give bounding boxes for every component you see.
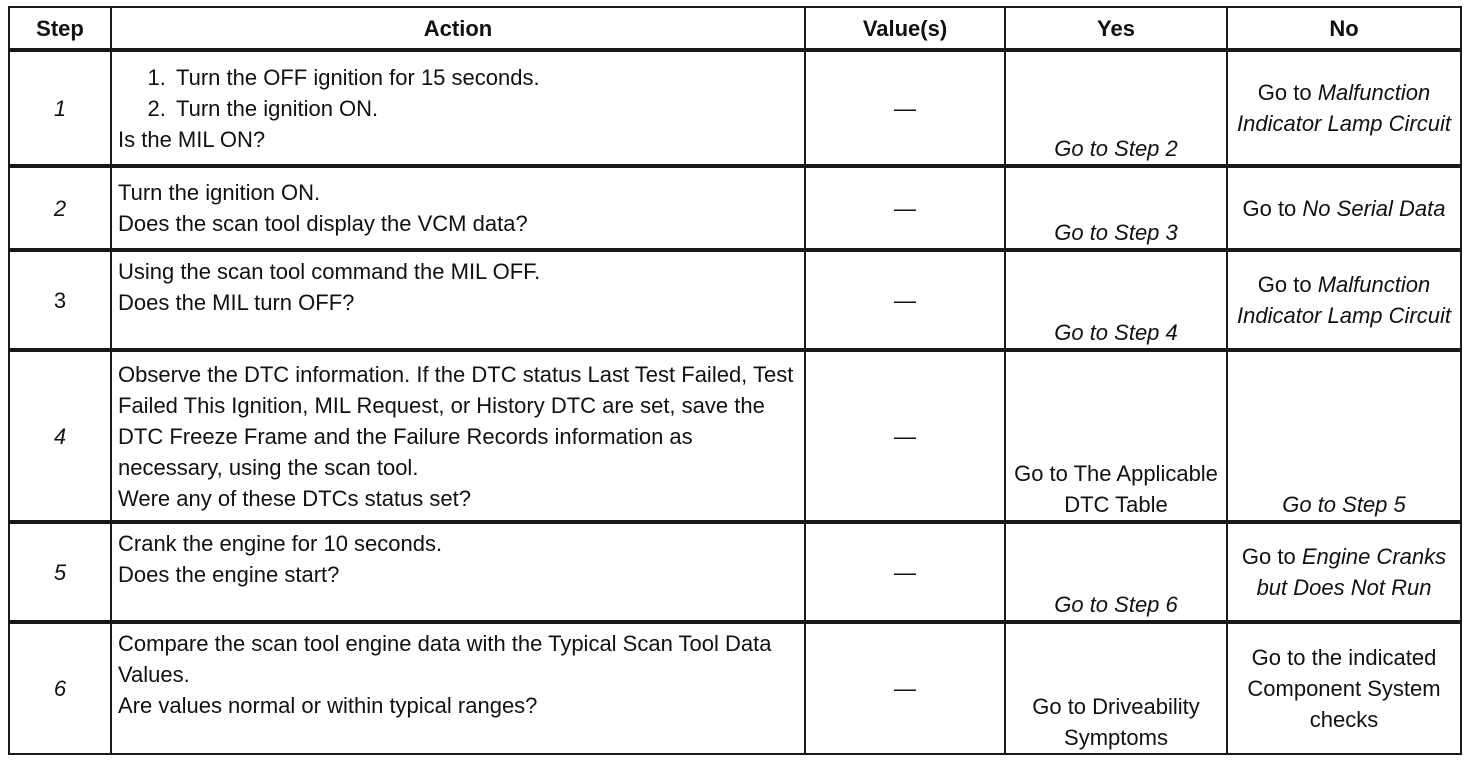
diagnostic-table (8, 6, 1462, 755)
value-dash: — (894, 423, 916, 449)
action-list (118, 62, 798, 124)
action-text: Crank the engine for 10 seconds. (118, 531, 443, 556)
yes-cell: Go to Step 3 (1005, 166, 1227, 250)
yes-cell: Go to Step 4 (1005, 250, 1227, 350)
action-cell (111, 350, 805, 522)
action-list-item: 2. Turn the ignition ON. (172, 93, 798, 124)
value-cell (805, 50, 1005, 166)
header-row (9, 7, 1461, 50)
no-prefix: Go to (1257, 272, 1312, 297)
step-number: 3 (9, 250, 111, 350)
action-question: Is the MIL ON? (118, 126, 266, 152)
header-values: Value(s) (805, 7, 1005, 50)
step-number: 1 (9, 50, 111, 166)
action-cell (111, 522, 805, 622)
value-cell (805, 622, 1005, 754)
action-question: Does the engine start? (118, 562, 340, 587)
action-question: Are values normal or within typical ranges? (118, 693, 538, 718)
no-prefix: Go to (1257, 80, 1312, 105)
value-dash: — (894, 287, 916, 313)
no-cell: Go to Step 5 (1227, 350, 1461, 522)
no-link: No Serial Data (1302, 195, 1446, 221)
no-cell (1227, 166, 1461, 250)
no-cell: Go to the indicated Component System checks (1227, 622, 1461, 754)
header-no: No (1227, 7, 1461, 50)
table-row (9, 522, 1461, 622)
action-text: Using the scan tool command the MIL OFF. (118, 259, 541, 284)
action-text: Turn the ignition ON. (118, 180, 321, 205)
no-link: Malfunction Indicator Lamp Circuit (1237, 80, 1451, 136)
value-cell (805, 166, 1005, 250)
action-list-item: 1. Turn the OFF ignition for 15 seconds. (172, 62, 798, 93)
step-number: 4 (9, 350, 111, 522)
action-cell (111, 166, 805, 250)
action-cell (111, 50, 805, 166)
step-number: 5 (9, 522, 111, 622)
diagnostic-table-frame (8, 6, 1460, 764)
step-number: 2 (9, 166, 111, 250)
yes-cell: Go to The Applicable DTC Table (1005, 350, 1227, 522)
value-cell (805, 250, 1005, 350)
no-prefix: Go to (1242, 195, 1297, 221)
value-dash: — (894, 559, 916, 585)
step-number: 6 (9, 622, 111, 754)
value-dash: — (894, 195, 916, 221)
table-row (9, 350, 1461, 522)
table-row (9, 50, 1461, 166)
table-row (9, 622, 1461, 754)
yes-cell: Go to Driveability Symptoms (1005, 622, 1227, 754)
yes-cell: Go to Step 6 (1005, 522, 1227, 622)
no-prefix: Go to (1241, 544, 1296, 569)
table-row (9, 166, 1461, 250)
no-link: Engine Cranks but Does Not Run (1256, 544, 1447, 600)
action-question: Were any of these DTCs status set? (118, 485, 471, 511)
value-dash: — (894, 676, 916, 701)
no-cell (1227, 50, 1461, 166)
action-text: Compare the scan tool engine data with the Typical Scan Tool Data Values. (118, 631, 772, 687)
header-action: Action (111, 7, 805, 50)
value-cell (805, 350, 1005, 522)
action-text: Observe the DTC information. If the DTC status Last Test Failed, Test Failed This Ignition, MIL Request, or History DTC are set, save the DTC Freeze Frame and the Failure Records information as necessary, using the scan tool. (118, 361, 794, 480)
yes-cell: Go to Step 2 (1005, 50, 1227, 166)
table-row (9, 250, 1461, 350)
action-question: Does the MIL turn OFF? (118, 290, 355, 315)
no-cell (1227, 250, 1461, 350)
header-step: Step (9, 7, 111, 50)
value-cell (805, 522, 1005, 622)
action-question: Does the scan tool display the VCM data? (118, 211, 528, 236)
header-yes: Yes (1005, 7, 1227, 50)
no-link: Malfunction Indicator Lamp Circuit (1237, 272, 1451, 328)
no-cell (1227, 522, 1461, 622)
action-cell (111, 622, 805, 754)
action-cell (111, 250, 805, 350)
value-dash: — (894, 95, 916, 121)
